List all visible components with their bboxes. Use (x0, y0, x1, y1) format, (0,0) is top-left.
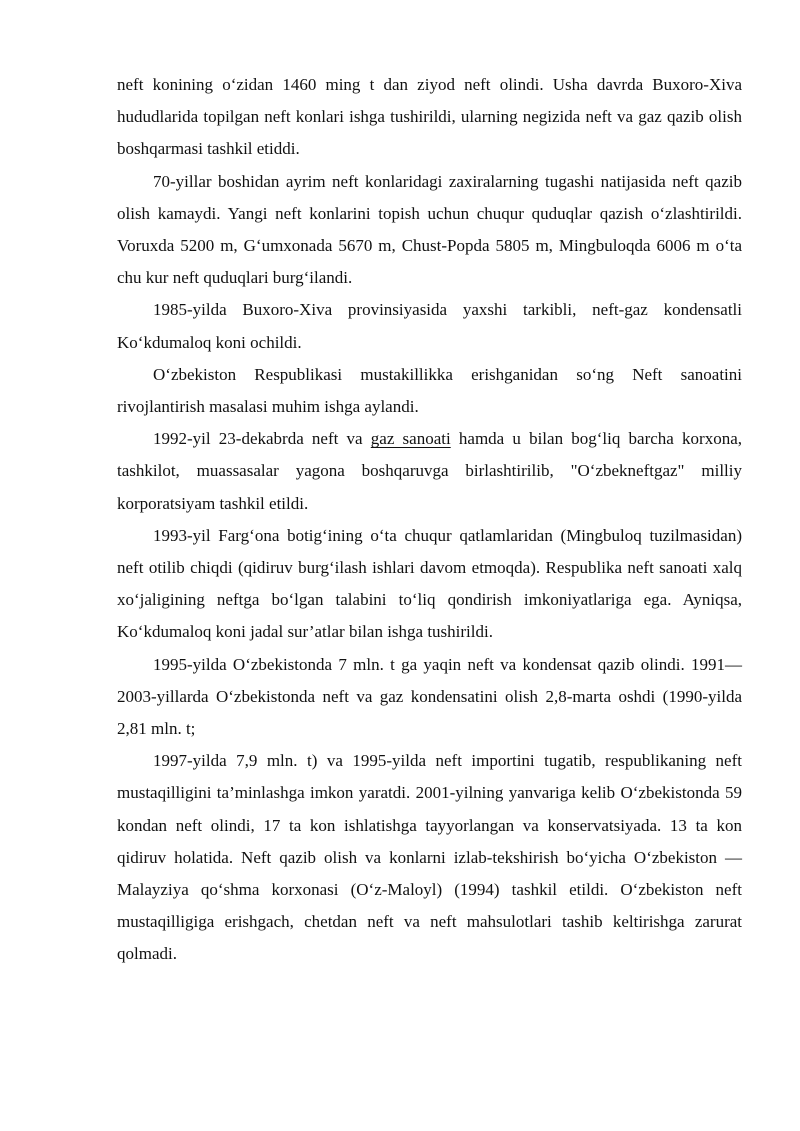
paragraph-text-after-link: hamda u bilan bog‘liq barcha korxona, tashkilot, muassasalar yagona boshqaruvga birlashtirilib, "O‘zbekneftgaz" milliy korporatsiyam tashkil etildi. (117, 429, 742, 513)
paragraph-oil-field-output: neft konining o‘zidan 1460 ming t dan ziyod neft olindi. Usha davrda Buxoro-Xiva hududlarida topilgan neft konlari ishga tushirildi, ularning negizida neft va gaz qazib olish boshqarmasi tashkil etiddi. (117, 75, 742, 159)
paragraph-text-before-link: 1992-yil 23-dekabrda neft va (153, 429, 371, 449)
paragraph-kokdumaloq-discovery: 1985-yilda Buxoro-Xiva provinsiyasida yaxshi tarkibli, neft-gaz kondensatli Ko‘kdumaloq koni ochildi. (117, 300, 742, 352)
paragraph-oil-independence: 1997-yilda 7,9 mln. t) va 1995-yilda neft importini tugatib, respublikaning neft mustaqilligini ta’minlashga imkon yaratdi. 2001-yilning yanvariga kelib O‘zbekistonda 59 kondan neft olindi, 17 ta kon ishlatishga tayyorlangan va konservatsiyada. 13 ta kon qidiruv holatida. Neft qazib olish va konlarni izlab-tekshirish bo‘yicha O‘zbekiston — Malayziya qo‘shma korxonasi (O‘z-Maloyl) (1994) tashkil etildi. O‘zbekiston neft mustaqilligiga erishgach, chetdan neft va neft mahsulotlari tashib keltirishga zarurat qolmadi. (117, 751, 742, 964)
document-page (117, 69, 742, 971)
paragraph-production-1995: 1995-yilda O‘zbekistonda 7 mln. t ga yaqin neft va kondensat qazib olindi. 1991—2003-yillarda O‘zbekistonda neft va gaz kondensatini olish 2,8-marta oshdi (1990-yilda 2,81 mln. t; (117, 654, 742, 739)
paragraph-fergana-1993: 1993-yil Farg‘ona botig‘ining o‘ta chuqur qatlamlaridan (Mingbuloq tuzilmasidan) neft otilib chiqdi (qidiruv burg‘ilash ishlari davom etmoqda). Respublika neft sanoati xalq xo‘jaligining neftga bo‘lgan talabini to‘liq qondirish imkoniyatlariga ega. Ayniqsa, Ko‘kdumaloq koni jadal sur’atlar bilan ishga tushirildi. (117, 525, 742, 642)
gaz-sanoati-link[interactable]: gaz sanoati (370, 429, 451, 449)
paragraph-uzbekneftegaz (117, 423, 742, 520)
paragraph-deep-wells: 70-yillar boshidan ayrim neft konlaridagi zaxiralarning tugashi natijasida neft qazib olish kamaydi. Yangi neft konlarini topish uchun chuqur quduqlar qazish o‘zlashtirildi. Voruxda 5200 m, G‘umxonada 5670 m, Chust-Popda 5805 m, Mingbuloqda 6006 m o‘ta chu kur neft quduqlari burg‘ilandi. (117, 171, 742, 288)
paragraph-independence: O‘zbekiston Respublikasi mustakillikka erishganidan so‘ng Neft sanoatini rivojlantirish masalasi muhim ishga aylandi. (117, 364, 742, 417)
